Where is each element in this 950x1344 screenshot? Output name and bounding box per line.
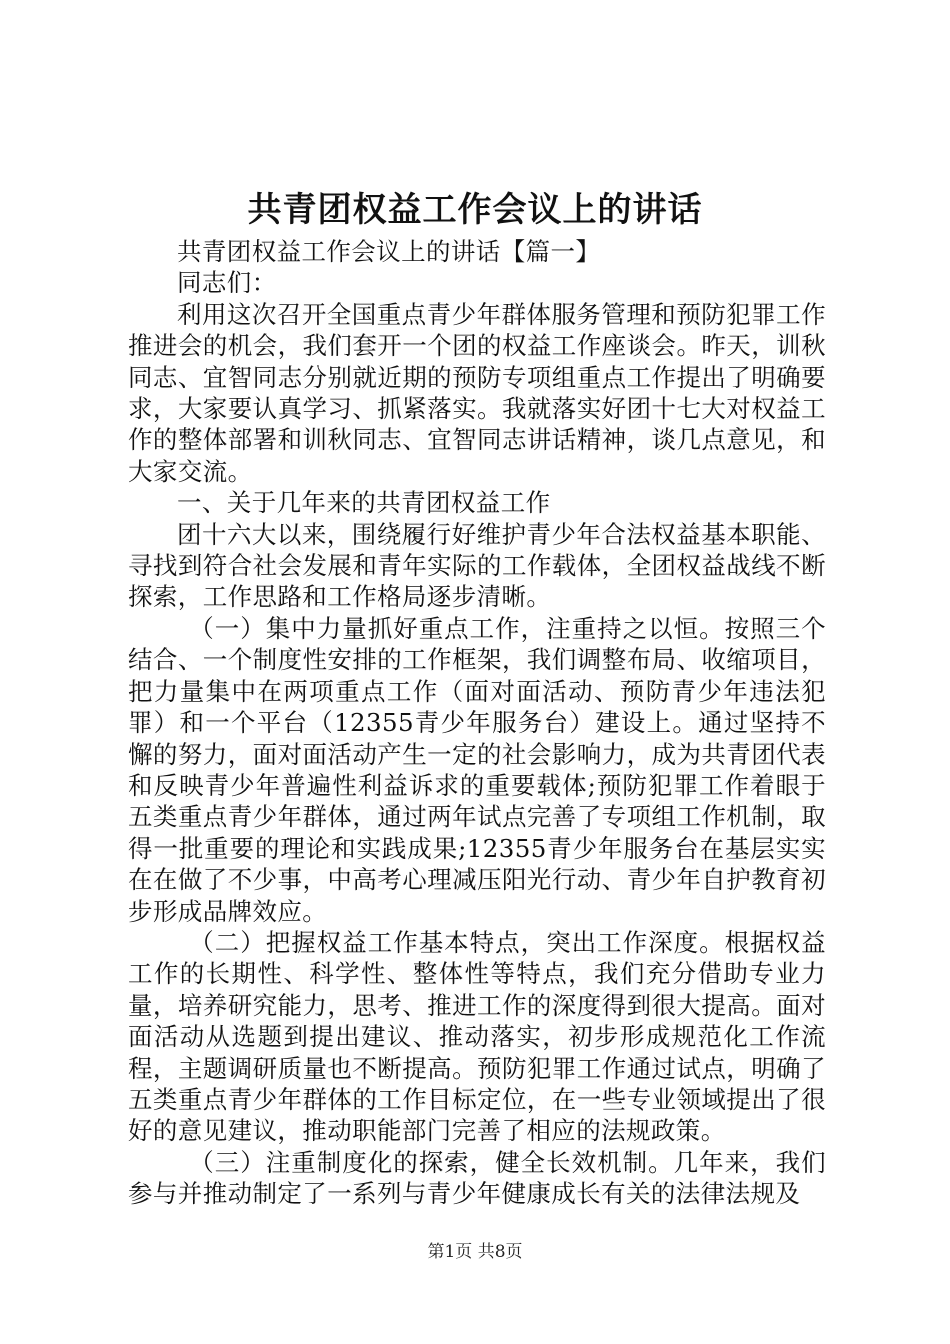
paragraph-overview: 团十六大以来，围绕履行好维护青少年合法权益基本职能、寻找到符合社会发展和青年实际的工作载体，全团权益战线不断探索，工作思路和工作格局逐步清晰。 [128, 519, 826, 612]
heading-part-one: 一、关于几年来的共青团权益工作 [177, 488, 551, 518]
paragraph-point-one: （一）集中力量抓好重点工作，注重持之以恒。按照三个结合、一个制度性安排的工作框架，我们调整布局、收缩项目，把力量集中在两项重点工作（面对面活动、预防青少年违法犯罪）和一个平台（12355青少年服务台）建设上。通过坚持不懈的努力，面对面活动产生一定的社会影响力，成为共青团代表和反映青少年普遍性利益诉求的重要载体;预防犯罪工作着眼于五类重点青少年群体，通过两年试点完善了专项组工作机制，取得一批重要的理论和实践成果;12355青少年服务台在基层实实在在做了不少事，中高考心理减压阳光行动、青少年自护教育初步形成品牌效应。 [128, 613, 826, 926]
paragraph-point-three: （三）注重制度化的探索，健全长效机制。几年来，我们参与并推动制定了一系列与青少年健康成长有关的法律法规及 [128, 1147, 826, 1209]
document-title: 共青团权益工作会议上的讲话 [247, 190, 703, 230]
section-heading: 共青团权益工作会议上的讲话【篇一】 [177, 237, 601, 266]
paragraph-intro: 利用这次召开全国重点青少年群体服务管理和预防犯罪工作推进会的机会，我们套开一个团的权益工作座谈会。昨天，训秋同志、宜智同志分别就近期的预防专项组重点工作提出了明确要求，大家要认真学习、抓紧落实。我就落实好团十七大对权益工作的整体部署和训秋同志、宜智同志讲话精神，谈几点意见，和大家交流。 [128, 299, 826, 486]
page-number-footer: 第1页 共8页 [427, 1242, 523, 1262]
document-body [128, 236, 826, 1210]
salutation: 同志们： [177, 268, 277, 298]
paragraph-point-two: （二）把握权益工作基本特点，突出工作深度。根据权益工作的长期性、科学性、整体性等特点，我们充分借助专业力量，培养研究能力，思考、推进工作的深度得到很大提高。面对面活动从选题到提出建议、推动落实，初步形成规范化工作流程，主题调研质量也不断提高。预防犯罪工作通过试点，明确了五类重点青少年群体的工作目标定位，在一些专业领域提出了很好的意见建议，推动职能部门完善了相应的法规政策。 [128, 927, 826, 1146]
